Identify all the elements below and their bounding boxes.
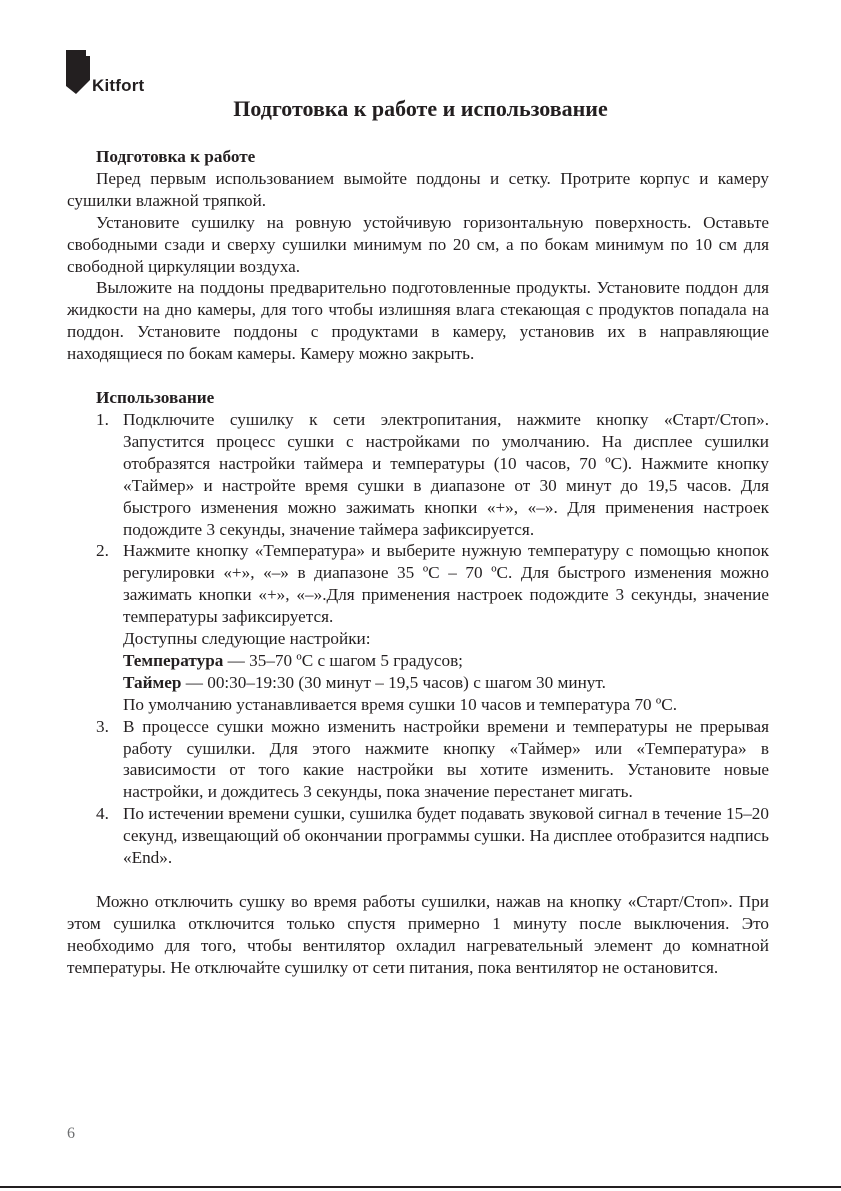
list-item-text: Подключите сушилку к сети электропитания, нажмите кнопку «Старт/Стоп». Запустится процесс сушки с настройками по умолчанию. На дисплее сушилки отобразятся настройки таймера и температуры (10 часов, 70 ºС). Нажмите кнопку «Таймер» и настройте время сушки в диапазоне от 30 минут до 19,5 часов. Для быстрого изменения можно зажимать кнопки «+», «–». Для применения настроек подождите 3 секунды, значение таймера зафиксируется. <box>123 409 769 539</box>
list-item-text: По истечении времени сушки, сушилка будет подавать звуковой сигнал в течение 15–20 секунд, извещающий об окончании программы сушки. На дисплее отобразится надпись «End». <box>123 804 769 868</box>
paragraph: Выложите на поддоны предварительно подготовленные продукты. Установите поддон для жидкости на дно камеры, для того чтобы излишняя влага стекающая с продуктов попадала на поддон. Установите поддоны с продуктами в камеру, установив их в направляющие находящиеся по бокам камеры. Камеру можно закрыть. <box>67 278 769 364</box>
list-number: 4. <box>96 804 109 824</box>
list-item-text: В процессе сушки можно изменить настройки времени и температуры не прерывая работу сушилки. Для этого нажмите кнопку «Таймер» или «Температура» в зависимости от того какие настройки вы хотите изменить. Установите новые настройки, и дождитесь 3 секунды, пока значение перестанет мигать. <box>123 716 769 802</box>
closing-paragraph: Можно отключить сушку во время работы сушилки, нажав на кнопку «Старт/Стоп». При этом сушилка отключится только спустя примерно 1 минуту после выключения. Это необходимо для того, чтобы вентилятор охладил нагревательный элемент до комнатной температуры. Не отключайте сушилку от сети питания, пока вентилятор не остановится. <box>67 892 769 977</box>
timer-value: — 00:30–19:30 (30 минут – 19,5 часов) с шагом 30 минут. <box>181 672 606 692</box>
temperature-value: — 35–70 ºС с шагом 5 градусов; <box>223 650 463 670</box>
list-item <box>67 540 769 715</box>
list-item-text: Нажмите кнопку «Температура» и выберите нужную температуру с помощью кнопок регулировки «+», «–» в диапазоне 35 ºС – 70 ºС. Для быстрого изменения можно зажимать кнопки «+», «–».Для применения настроек подождите 3 секунды, значение температуры зафиксируется. <box>123 541 769 627</box>
document-body <box>67 146 769 979</box>
list-item <box>67 409 769 540</box>
temperature-setting <box>123 650 769 672</box>
kitfort-shield-logo-icon <box>66 50 90 94</box>
temperature-label: Температура <box>123 650 224 670</box>
timer-setting <box>123 672 769 694</box>
list-number: 3. <box>96 716 109 736</box>
available-settings-label: Доступны следующие настройки: <box>123 629 371 649</box>
list-number: 1. <box>96 409 109 429</box>
paragraph: Установите сушилку на ровную устойчивую горизонтальную поверхность. Оставьте свободными сзади и сверху сушилки минимум по 20 см, а по бокам минимум по 10 см для свободной циркуляции воздуха. <box>67 212 769 276</box>
usage-steps-list <box>67 409 769 869</box>
timer-label: Таймер <box>123 672 182 692</box>
paragraph: Перед первым использованием вымойте поддоны и сетку. Протрите корпус и камеру сушилки влажной тряпкой. <box>67 168 769 210</box>
list-item <box>67 716 769 804</box>
page-title: Подготовка к работе и использование <box>233 96 608 121</box>
list-number: 2. <box>96 541 109 561</box>
list-item <box>67 803 769 869</box>
section-heading-preparation: Подготовка к работе <box>96 147 256 166</box>
brand-name: Kitfort <box>92 76 145 95</box>
section-heading-usage: Использование <box>96 388 215 408</box>
page-number: 6 <box>67 1125 75 1142</box>
default-settings-text: По умолчанию устанавливается время сушки 10 часов и температура 70 ºС. <box>123 694 678 714</box>
brand-logo <box>66 50 166 98</box>
bottom-divider <box>0 1186 841 1188</box>
